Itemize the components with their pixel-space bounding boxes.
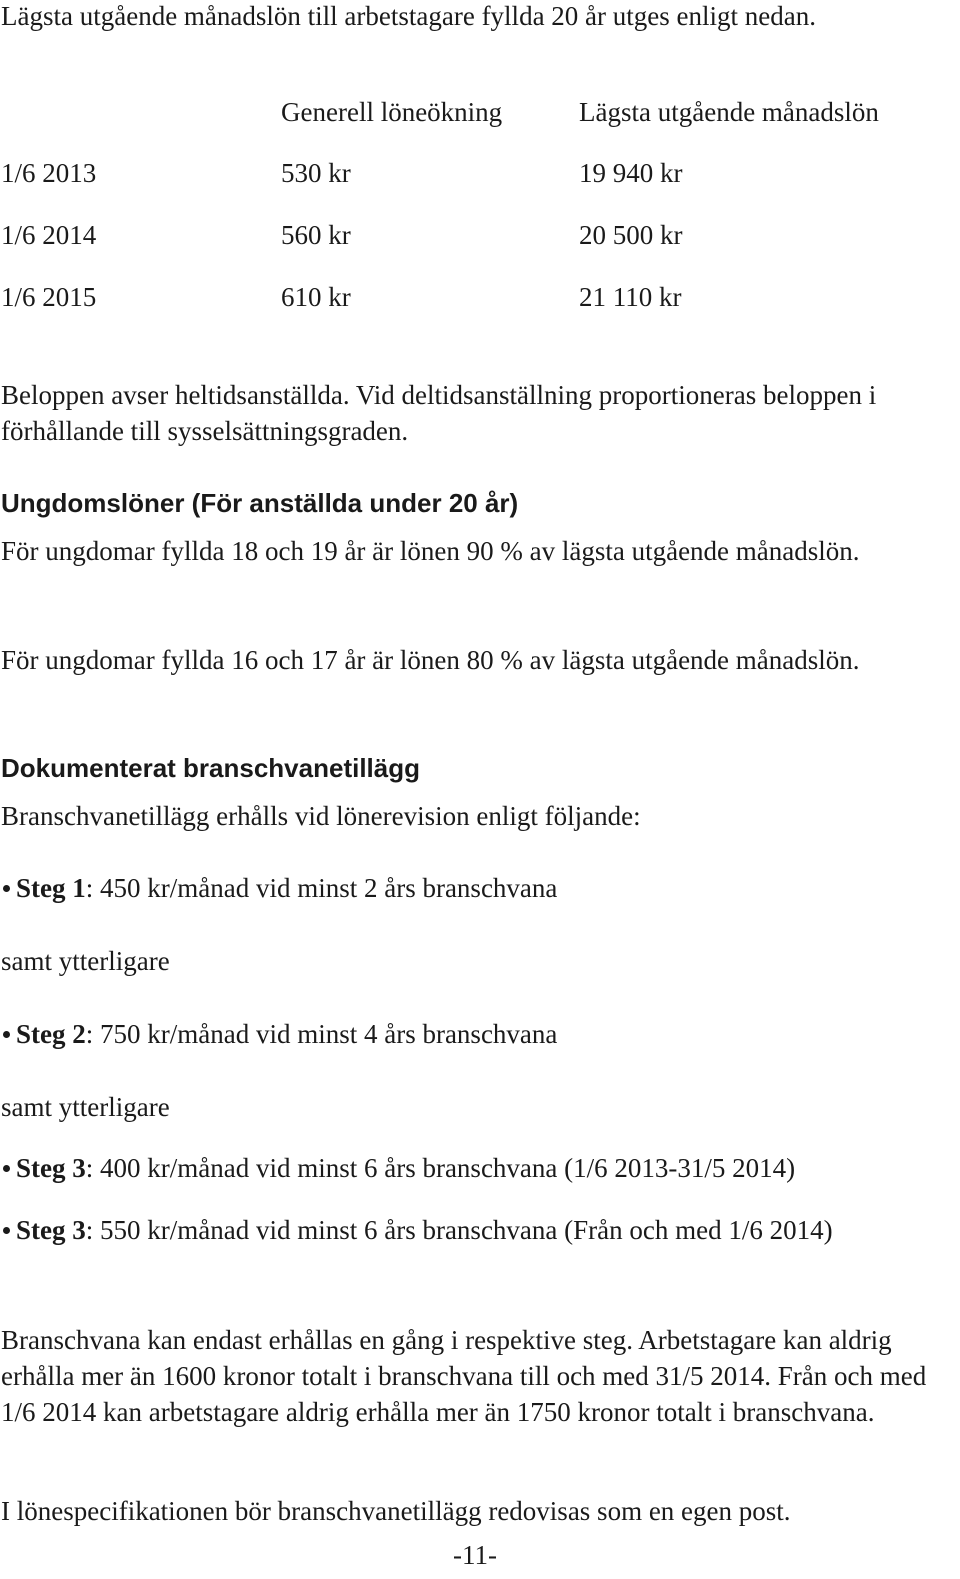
step-label: Steg 2 (16, 1019, 86, 1049)
list-item (1, 1212, 901, 1248)
step-label: Steg 3 (16, 1153, 86, 1183)
page-number: -11- (453, 1540, 497, 1570)
fulltime-note: Beloppen avser heltidsanställda. Vid deltidsanställning proportioneras beloppen i förhållande till sysselsättningsgraden. (1, 380, 877, 446)
table-cell-date: 1/6 2015 (1, 282, 97, 312)
step-text: : 400 kr/månad vid minst 6 års branschvana (1/6 2013-31/5 2014) (85, 1153, 796, 1183)
table-cell-min-salary: 19 940 kr (579, 158, 683, 188)
bullet-icon (3, 1165, 10, 1172)
table-cell-date: 1/6 2013 (1, 158, 97, 188)
payslip-note: I lönespecifikationen bör branschvanetillägg redovisas som en egen post. (1, 1496, 791, 1526)
bullet-icon (3, 1031, 10, 1038)
table-cell-raise: 610 kr (281, 282, 351, 312)
branch-heading: Dokumenterat branschvanetillägg (1, 753, 420, 783)
table-header-min-salary: Lägsta utgående månadslön (579, 97, 879, 127)
branch-intro: Branschvanetillägg erhålls vid lönerevision enligt följande: (1, 801, 641, 831)
table-cell-raise: 560 kr (281, 220, 351, 250)
bullet-icon (3, 1227, 10, 1234)
step-text: : 750 kr/månad vid minst 4 års branschvana (85, 1019, 558, 1049)
connector-text: samt ytterligare (1, 1092, 170, 1122)
table-cell-min-salary: 20 500 kr (579, 220, 683, 250)
youth-heading: Ungdomslöner (För anställda under 20 år) (1, 488, 519, 518)
list-item (1, 1150, 795, 1186)
list-item (1, 1016, 557, 1052)
table-cell-raise: 530 kr (281, 158, 351, 188)
step-label: Steg 3 (16, 1215, 86, 1245)
connector-text: samt ytterligare (1, 946, 170, 976)
step-text: : 550 kr/månad vid minst 6 års branschvana (Från och med 1/6 2014) (85, 1215, 833, 1245)
table-cell-date: 1/6 2014 (1, 220, 97, 250)
list-item (1, 870, 557, 906)
youth-paragraph-18-19: För ungdomar fyllda 18 och 19 år är lönen 90 % av lägsta utgående månadslön. (1, 536, 860, 566)
step-text: : 450 kr/månad vid minst 2 års branschvana (85, 873, 558, 903)
limit-note: Branschvana kan endast erhållas en gång i respektive steg. Arbetstagare kan aldrig erhålla mer än 1600 kronor totalt i branschvana till och med 31/5 2014. Från och med 1/6 2014 kan arbetstagare aldrig erhålla mer än 1750 kronor totalt i branschvana. (1, 1325, 927, 1427)
youth-paragraph-16-17: För ungdomar fyllda 16 och 17 år är lönen 80 % av lägsta utgående månadslön. (1, 645, 860, 675)
table-cell-min-salary: 21 110 kr (579, 282, 682, 312)
intro-text: Lägsta utgående månadslön till arbetstagare fyllda 20 år utges enligt nedan. (1, 1, 816, 31)
bullet-icon (3, 885, 10, 892)
table-header-raise: Generell löneökning (281, 97, 503, 127)
step-label: Steg 1 (16, 873, 86, 903)
